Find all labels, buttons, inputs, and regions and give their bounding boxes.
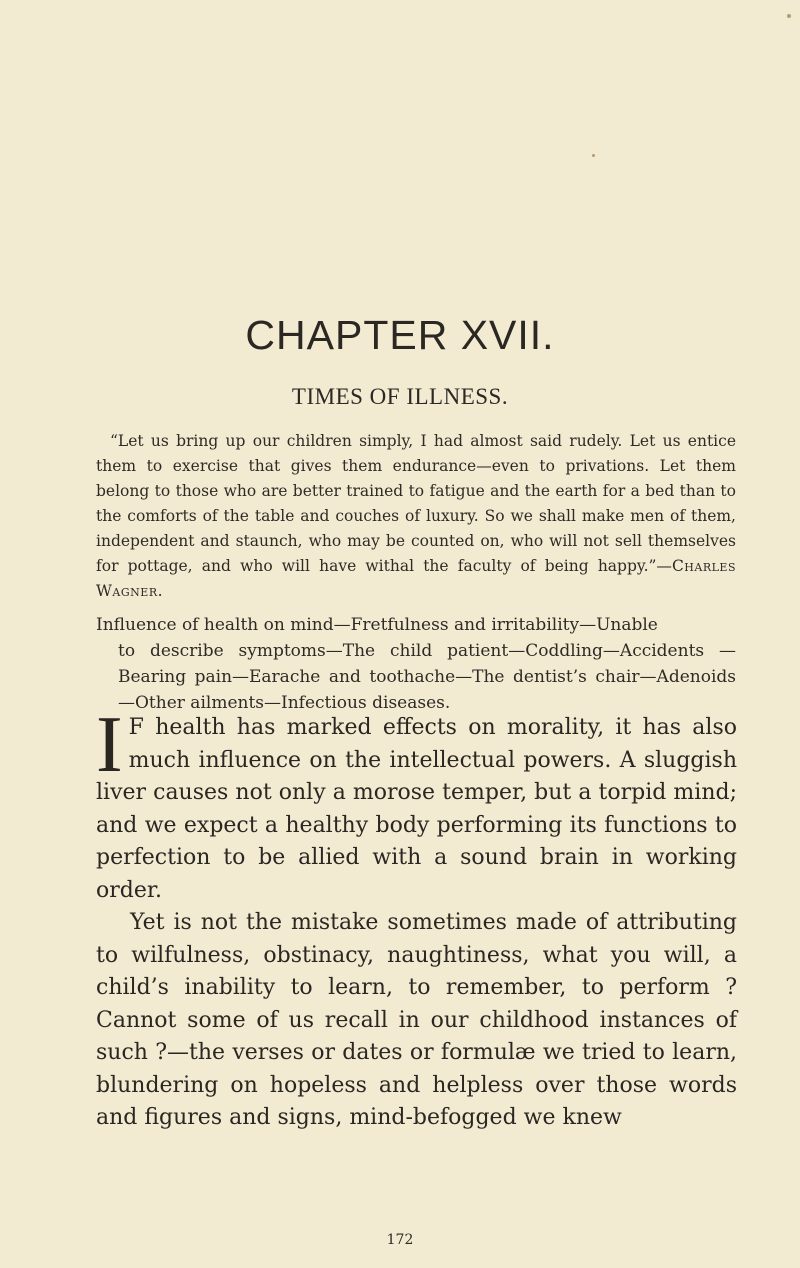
epigraph-attribution: Charles Wagner. [96,557,736,600]
paragraph-2: Yet is not the mistake sometimes made of attributing to wilfulness, obstinacy, naughtiness, what you will, a child’s inability to learn, to remember, to perform ? Cannot some of us recall in our childhood instances of such ?—the verses or dates or formulæ we tried to learn, blundering on hopeless and helpless over those words and figures and signs, mind-befogged we knew [96,910,737,1130]
summary-continuation: to describe symptoms—The child patient—Coddling—Accidents —Bearing pain—Earache and toothache—The dentist’s chair—Adenoids—Other ailments—Infectious diseases. [118,641,736,713]
chapter-summary [96,612,736,716]
chapter-title: TIMES OF ILLNESS. [291,384,509,409]
paragraph-1 [96,701,737,907]
chapter-heading: CHAPTER XVII. [245,312,555,358]
summary-first-line: Influence of health on mind—Fretfulness and irritability—Unable [96,615,658,635]
first-word-remainder: F [128,715,144,740]
epigraph [96,429,736,604]
paper-speck [787,14,791,18]
body-text [96,701,737,1135]
paragraph-1-text: health has marked effects on morality, it has also much influence on the intellectual powers. A sluggish liver causes not only a morose temper, but a torpid mind; and we expect a healthy body performing its functions to perfection to be allied with a sound brain in working order. [96,715,737,903]
epigraph-quote: “Let us bring up our children simply, I had almost said rudely. Let us entice them to exercise that gives them endurance—even to privations. Let them belong to those who are better trained to fatigue and the earth for a bed than to the comforts of the table and couches of luxury. So we shall make men of them, independent and staunch, who may be counted on, who will not sell themselves for pottage, and who will have withal the faculty of being happy.”— [96,432,736,575]
paper-speck [592,154,595,157]
drop-cap: I [96,701,123,789]
page-number: 172 [386,1232,414,1248]
